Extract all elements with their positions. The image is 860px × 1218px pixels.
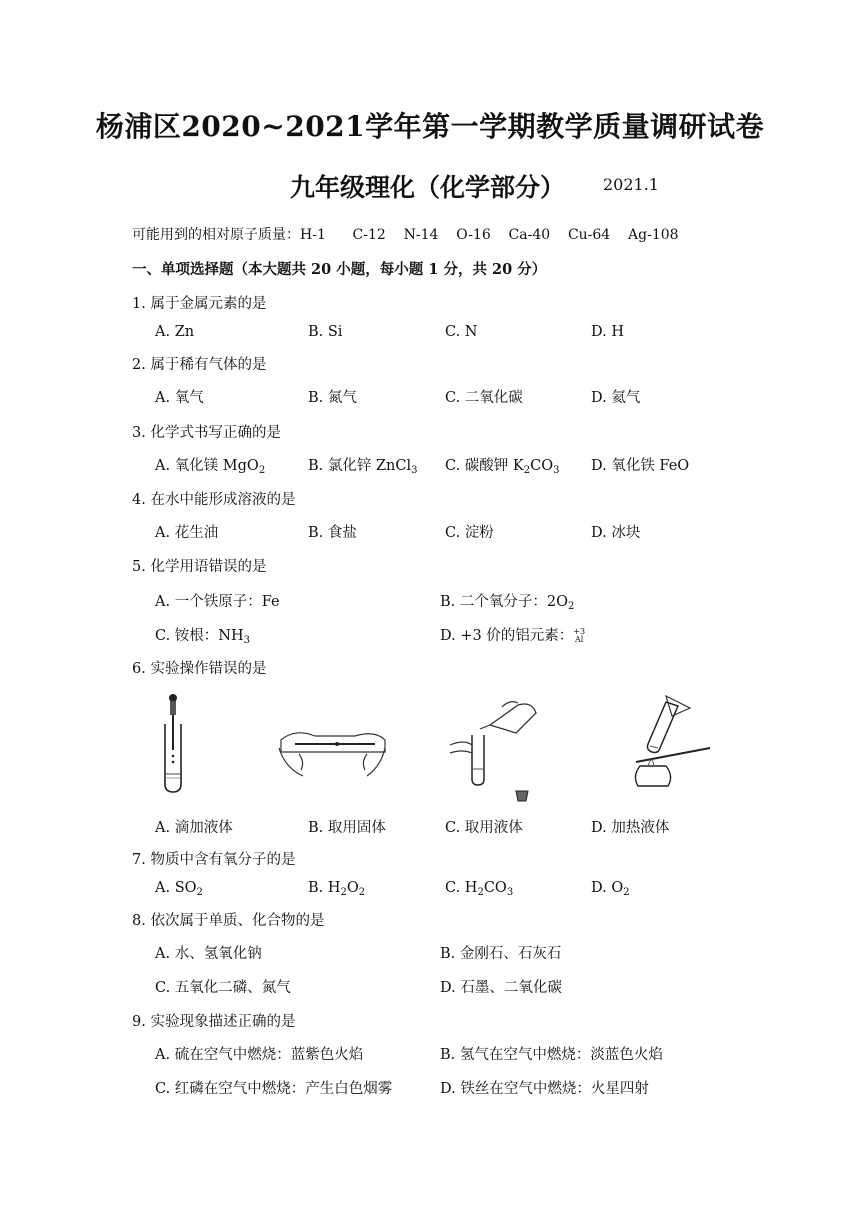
question-4-stem: 4. 在水中能形成溶液的是 <box>132 492 296 508</box>
q4-option-c: C. 淀粉 <box>445 525 494 541</box>
q2-option-a: A. 氧气 <box>155 390 204 406</box>
q5-option-b: B. 二个氧分子：$2O_2$ <box>440 594 575 612</box>
question-7-stem: 7. 物质中含有氧分子的是 <box>132 852 296 868</box>
q8-option-a: A. 水、氢氧化钠 <box>155 946 262 962</box>
exam-subtitle: 九年级理化（化学部分） <box>290 173 566 202</box>
q7-option-d: D. $O_2$ <box>591 880 630 898</box>
q6-option-c: C. 取用液体 <box>445 820 523 836</box>
question-1-stem: 1. 属于金属元素的是 <box>132 296 267 312</box>
question-6-stem: 6. 实验操作错误的是 <box>132 661 267 677</box>
heating-liquid-illustration <box>618 692 718 792</box>
q8-option-d: D. 石墨、二氧化碳 <box>440 980 562 996</box>
q4-option-d: D. 冰块 <box>591 525 641 541</box>
q9-option-c: C. 红磷在空气中燃烧：产生白色烟雾 <box>155 1081 393 1097</box>
q4-option-b: B. 食盐 <box>308 525 357 541</box>
q3-option-a: A. 氧化镁 MgO$_2$ <box>155 458 266 476</box>
question-8-stem: 8. 依次属于单质、化合物的是 <box>132 913 325 929</box>
exam-date: 2021.1 <box>603 175 659 194</box>
question-2-stem: 2. 属于稀有气体的是 <box>132 357 267 373</box>
question-5-stem: 5. 化学用语错误的是 <box>132 559 267 575</box>
atomic-masses: 可能用到的相对原子质量：H-1 C-12 N-14 O-16 Ca-40 Cu-64 Ag-108 <box>132 227 679 243</box>
question-3-stem: 3. 化学式书写正确的是 <box>132 425 281 441</box>
q5-option-c: C. 铵根：$NH_3$ <box>155 628 251 646</box>
q2-option-c: C. 二氧化碳 <box>445 390 523 406</box>
question-9-stem: 9. 实验现象描述正确的是 <box>132 1014 296 1030</box>
q1-option-c: C. N <box>445 324 478 340</box>
dropping-liquid-illustration <box>148 692 198 800</box>
q2-option-b: B. 氮气 <box>308 390 357 406</box>
q8-option-c: C. 五氧化二磷、氮气 <box>155 980 291 996</box>
q7-option-c: C. $H_2CO_3$ <box>445 880 514 898</box>
q3-option-d: D. 氧化铁 FeO <box>591 458 690 474</box>
q3-option-c: C. 碳酸钾 $K_2CO_3$ <box>445 458 560 476</box>
q6-option-a: A. 滴加液体 <box>155 820 233 836</box>
q7-option-b: B. $H_2O_2$ <box>308 880 366 898</box>
q6-option-b: B. 取用固体 <box>308 820 386 836</box>
q6-option-d: D. 加热液体 <box>591 820 670 836</box>
section-title: 一、单项选择题（本大题共 20 小题，每小题 1 分，共 20 分） <box>132 261 547 278</box>
q3-option-b: B. 氯化锌 ZnCl$_3$ <box>308 458 418 476</box>
q1-option-b: B. Si <box>308 324 343 340</box>
q5-option-d: D. +3 价的铝元素：+3 Al <box>440 627 586 644</box>
q8-option-b: B. 金刚石、石灰石 <box>440 946 562 962</box>
q1-option-d: D. H <box>591 324 624 340</box>
pouring-liquid-illustration <box>440 695 550 805</box>
q7-option-a: A. $SO_2$ <box>155 880 203 898</box>
q9-option-a: A. 硫在空气中燃烧：蓝紫色火焰 <box>155 1047 364 1063</box>
q4-option-a: A. 花生油 <box>155 525 219 541</box>
q2-option-d: D. 氦气 <box>591 390 641 406</box>
q9-option-d: D. 铁丝在空气中燃烧：火星四射 <box>440 1081 649 1097</box>
taking-solid-illustration <box>275 718 390 784</box>
q1-option-a: A. Zn <box>155 324 195 340</box>
q9-option-b: B. 氢气在空气中燃烧：淡蓝色火焰 <box>440 1047 663 1063</box>
exam-title: 杨浦区2020~2021学年第一学期教学质量调研试卷 <box>95 110 765 143</box>
q5-option-a: A. 一个铁原子：Fe <box>155 594 280 610</box>
